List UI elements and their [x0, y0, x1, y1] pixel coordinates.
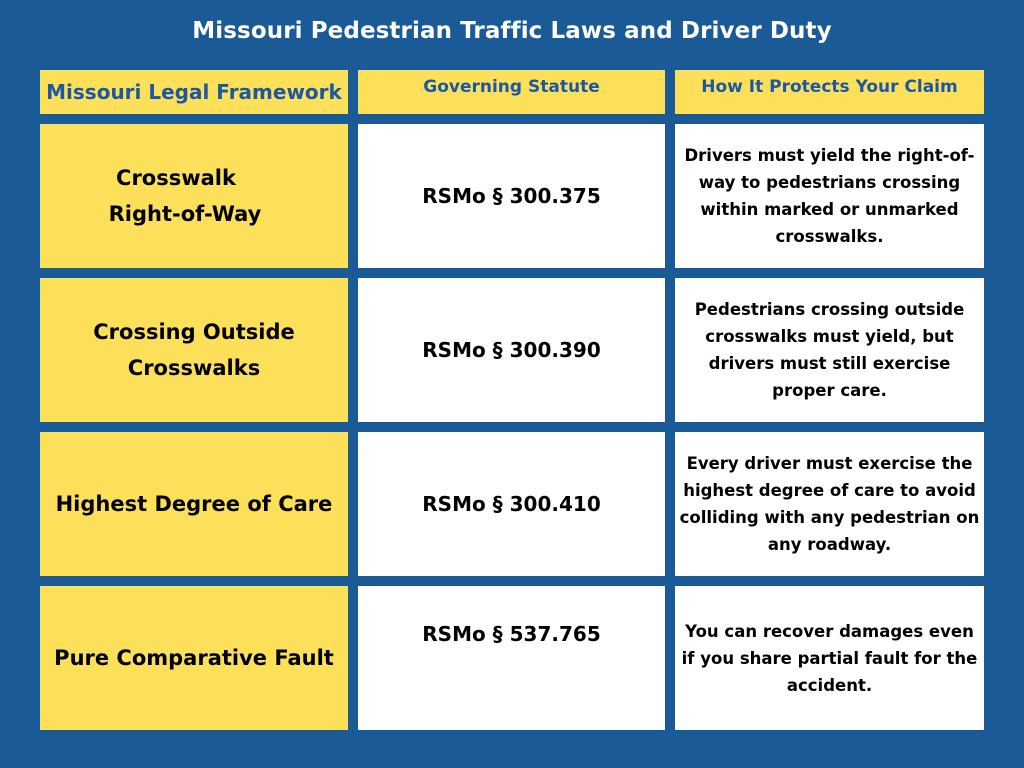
header-framework: Missouri Legal Framework [40, 70, 348, 114]
row-3-protection: Every driver must exercise the highest degree of care to avoid colliding with any pedestrian on any roadway. [675, 432, 984, 576]
row-2-statute: RSMo § 300.390 [358, 278, 665, 422]
row-2-framework [40, 278, 348, 422]
row-2-framework-line-2: Crosswalks [127, 356, 261, 380]
row-4-framework: Pure Comparative Fault [40, 586, 348, 730]
row-2-protection: Pedestrians crossing outside crosswalks must yield, but drivers must still exercise proper care. [675, 278, 984, 422]
page-title: Missouri Pedestrian Traffic Laws and Driver Duty [192, 18, 832, 44]
header-protection: How It Protects Your Claim [675, 70, 984, 114]
row-2-framework-line-1: Crossing Outside [93, 320, 295, 344]
row-4-statute: RSMo § 537.765 [358, 586, 665, 730]
header-statute: Governing Statute [358, 70, 665, 114]
row-3-statute: RSMo § 300.410 [358, 432, 665, 576]
row-1-protection: Drivers must yield the right-of-way to pedestrians crossing within marked or unmarked crosswalks. [675, 124, 984, 268]
row-1-framework [40, 124, 348, 268]
row-1-framework-line-2: Right-of-Way [108, 202, 262, 226]
row-4-protection: You can recover damages even if you share partial fault for the accident. [675, 586, 984, 730]
row-3-framework: Highest Degree of Care [40, 432, 348, 576]
row-1-statute: RSMo § 300.375 [358, 124, 665, 268]
row-1-framework-line-1: Crosswalk [116, 166, 236, 190]
